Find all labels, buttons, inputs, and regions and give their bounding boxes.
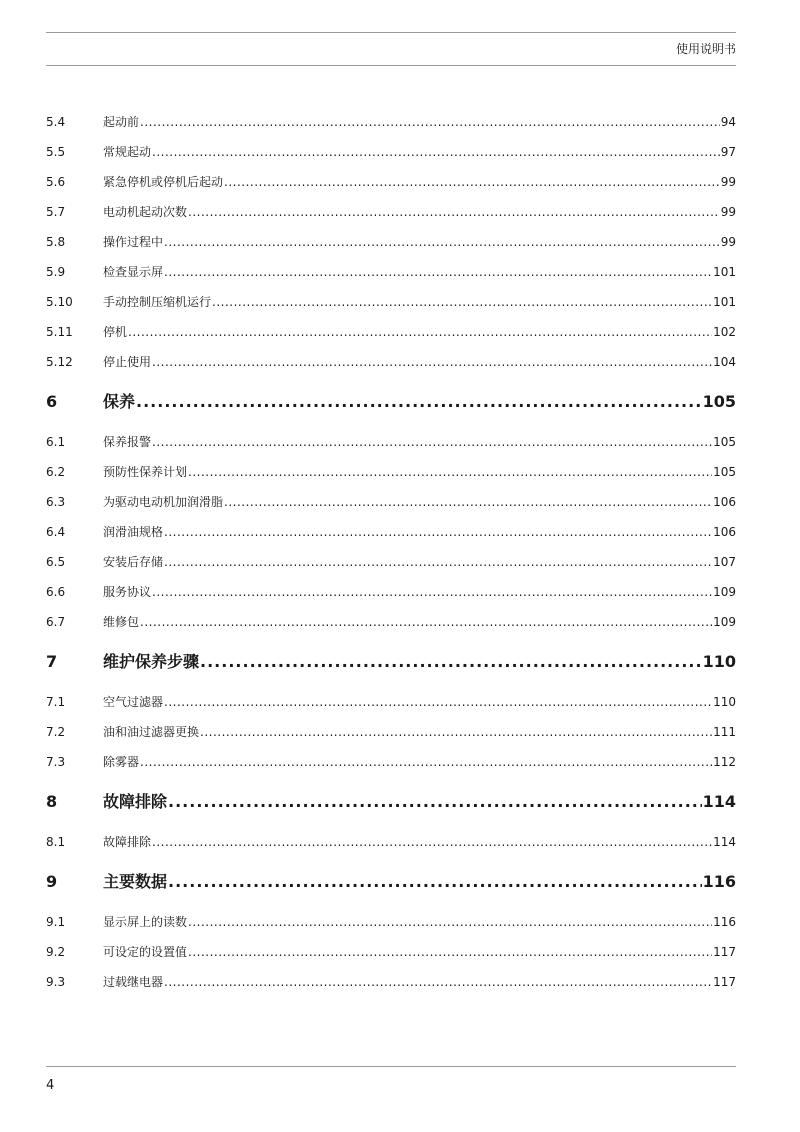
toc-entry[interactable] — [46, 287, 736, 317]
toc-entry-page: 109 — [713, 585, 736, 599]
toc-entry[interactable] — [46, 967, 736, 997]
toc-entry-number: 8 — [46, 792, 58, 811]
toc-entry-title: 常规起动 — [103, 145, 152, 159]
toc-entry-title: 空气过滤器 — [103, 695, 164, 709]
document-title: 使用说明书 — [675, 42, 736, 56]
toc-entry[interactable] — [46, 317, 736, 347]
toc-dot-leader — [140, 607, 712, 637]
toc-entry-title: 主要数据 — [103, 872, 168, 891]
toc-entry-number: 6.6 — [46, 585, 66, 599]
toc-dot-leader — [212, 287, 712, 317]
toc-entry-number: 7.2 — [46, 725, 66, 739]
toc-entry[interactable] — [46, 937, 736, 967]
toc-entry-number: 8.1 — [46, 835, 66, 849]
toc-entry-title: 电动机起动次数 — [103, 205, 188, 219]
toc-dot-leader — [164, 257, 712, 287]
toc-entry-number: 7 — [46, 652, 58, 671]
toc-entry-title: 过载继电器 — [103, 975, 164, 989]
toc-entry[interactable] — [46, 257, 736, 287]
toc-entry-title: 故障排除 — [103, 792, 168, 811]
toc-entry-number: 6 — [46, 392, 58, 411]
page-number: 4 — [46, 1078, 55, 1093]
toc-dot-leader — [188, 197, 720, 227]
toc-entry-title: 停机 — [103, 325, 128, 339]
toc-dot-leader — [200, 643, 702, 681]
toc-entry-number: 5.4 — [46, 115, 66, 129]
toc-chapter-entry[interactable] — [46, 383, 736, 421]
toc-dot-leader — [164, 517, 712, 547]
toc-entry-number: 5.7 — [46, 205, 66, 219]
toc-entry-title: 为驱动电动机加润滑脂 — [103, 495, 224, 509]
toc-entry-page: 110 — [702, 652, 736, 671]
toc-entry-title: 除雾器 — [103, 755, 140, 769]
toc-entry-page: 105 — [713, 435, 736, 449]
toc-dot-leader — [224, 167, 720, 197]
toc-entry-title: 维护保养步骤 — [103, 652, 200, 671]
toc-entry-title: 操作过程中 — [103, 235, 164, 249]
header-rule-top — [46, 32, 736, 33]
toc-entry[interactable] — [46, 687, 736, 717]
toc-entry-page: 105 — [713, 465, 736, 479]
toc-entry[interactable] — [46, 747, 736, 777]
toc-entry[interactable] — [46, 167, 736, 197]
toc-dot-leader — [164, 227, 720, 257]
toc-entry[interactable] — [46, 827, 736, 857]
toc-entry-number: 6.5 — [46, 555, 66, 569]
toc-dot-leader — [188, 907, 712, 937]
toc-entry-title: 保养报警 — [103, 435, 152, 449]
toc-entry-page: 117 — [713, 975, 736, 989]
toc-entry-number: 9.3 — [46, 975, 66, 989]
toc-entry-number: 7.3 — [46, 755, 66, 769]
toc-entry-page: 105 — [702, 392, 736, 411]
toc-entry[interactable] — [46, 547, 736, 577]
toc-dot-leader — [128, 317, 712, 347]
toc-entry-title: 紧急停机或停机后起动 — [103, 175, 224, 189]
toc-entry[interactable] — [46, 907, 736, 937]
toc-entry[interactable] — [46, 487, 736, 517]
toc-entry-title: 检查显示屏 — [103, 265, 164, 279]
toc-chapter-entry[interactable] — [46, 863, 736, 901]
toc-entry-title: 油和油过滤器更换 — [103, 725, 200, 739]
toc-entry-title: 可设定的设置值 — [103, 945, 188, 959]
toc-entry-number: 5.10 — [46, 295, 73, 309]
toc-entry[interactable] — [46, 577, 736, 607]
toc-dot-leader — [152, 577, 712, 607]
toc-dot-leader — [152, 827, 712, 857]
toc-entry-title: 预防性保养计划 — [103, 465, 188, 479]
toc-dot-leader — [168, 863, 702, 901]
toc-entry-page: 94 — [720, 115, 736, 129]
toc-entry-page: 104 — [713, 355, 736, 369]
toc-entry[interactable] — [46, 107, 736, 137]
toc-entry-page: 111 — [713, 725, 736, 739]
toc-entry-number: 5.5 — [46, 145, 66, 159]
toc-dot-leader — [136, 383, 702, 421]
toc-entry-title: 润滑油规格 — [103, 525, 164, 539]
toc-entry-number: 5.12 — [46, 355, 73, 369]
toc-entry-title: 起动前 — [103, 115, 140, 129]
toc-dot-leader — [168, 783, 702, 821]
toc-entry-number: 5.6 — [46, 175, 66, 189]
toc-entry-page: 101 — [713, 295, 736, 309]
toc-dot-leader — [140, 747, 712, 777]
toc-entry-title: 手动控制压缩机运行 — [103, 295, 212, 309]
toc-entry-number: 6.2 — [46, 465, 66, 479]
table-of-contents — [46, 107, 736, 997]
toc-entry-page: 114 — [713, 835, 736, 849]
toc-entry-number: 5.11 — [46, 325, 73, 339]
toc-entry[interactable] — [46, 227, 736, 257]
toc-entry-number: 5.9 — [46, 265, 66, 279]
toc-entry[interactable] — [46, 197, 736, 227]
toc-entry[interactable] — [46, 137, 736, 167]
toc-entry-number: 9.2 — [46, 945, 66, 959]
toc-entry[interactable] — [46, 517, 736, 547]
toc-entry-page: 99 — [720, 205, 736, 219]
toc-dot-leader — [200, 717, 712, 747]
toc-dot-leader — [164, 687, 712, 717]
toc-chapter-entry[interactable] — [46, 643, 736, 681]
toc-entry-number: 9.1 — [46, 915, 66, 929]
toc-entry-page: 101 — [713, 265, 736, 279]
toc-entry-title: 维修包 — [103, 615, 140, 629]
toc-entry-page: 116 — [713, 915, 736, 929]
toc-entry-title: 停止使用 — [103, 355, 152, 369]
toc-dot-leader — [152, 137, 720, 167]
toc-entry-page: 106 — [713, 495, 736, 509]
toc-entry[interactable] — [46, 427, 736, 457]
toc-entry-page: 114 — [702, 792, 736, 811]
toc-dot-leader — [188, 937, 712, 967]
footer-rule — [46, 1066, 736, 1067]
toc-entry-page: 99 — [720, 235, 736, 249]
toc-entry-number: 6.4 — [46, 525, 66, 539]
toc-entry-page: 97 — [720, 145, 736, 159]
toc-entry[interactable] — [46, 457, 736, 487]
toc-entry-title: 显示屏上的读数 — [103, 915, 188, 929]
toc-entry-number: 9 — [46, 872, 58, 891]
toc-entry-number: 5.8 — [46, 235, 66, 249]
toc-entry[interactable] — [46, 717, 736, 747]
toc-dot-leader — [224, 487, 712, 517]
toc-entry-number: 6.1 — [46, 435, 66, 449]
toc-chapter-entry[interactable] — [46, 783, 736, 821]
toc-entry-page: 107 — [713, 555, 736, 569]
toc-dot-leader — [140, 107, 720, 137]
toc-entry-page: 116 — [702, 872, 736, 891]
toc-entry-page: 110 — [713, 695, 736, 709]
toc-entry-page: 117 — [713, 945, 736, 959]
toc-entry-number: 6.3 — [46, 495, 66, 509]
toc-dot-leader — [152, 347, 712, 377]
toc-entry-number: 6.7 — [46, 615, 66, 629]
toc-dot-leader — [164, 547, 712, 577]
toc-dot-leader — [164, 967, 712, 997]
toc-entry-title: 故障排除 — [103, 835, 152, 849]
toc-entry-title: 服务协议 — [103, 585, 152, 599]
toc-entry-page: 106 — [713, 525, 736, 539]
toc-entry-page: 102 — [713, 325, 736, 339]
toc-entry-page: 109 — [713, 615, 736, 629]
toc-dot-leader — [188, 457, 712, 487]
toc-entry-number: 7.1 — [46, 695, 66, 709]
toc-entry-page: 99 — [720, 175, 736, 189]
toc-entry[interactable] — [46, 607, 736, 637]
toc-entry-title: 保养 — [103, 392, 136, 411]
toc-entry-title: 安装后存储 — [103, 555, 164, 569]
toc-dot-leader — [152, 427, 712, 457]
toc-entry-page: 112 — [713, 755, 736, 769]
header-rule-bottom — [46, 65, 736, 66]
toc-entry[interactable] — [46, 347, 736, 377]
